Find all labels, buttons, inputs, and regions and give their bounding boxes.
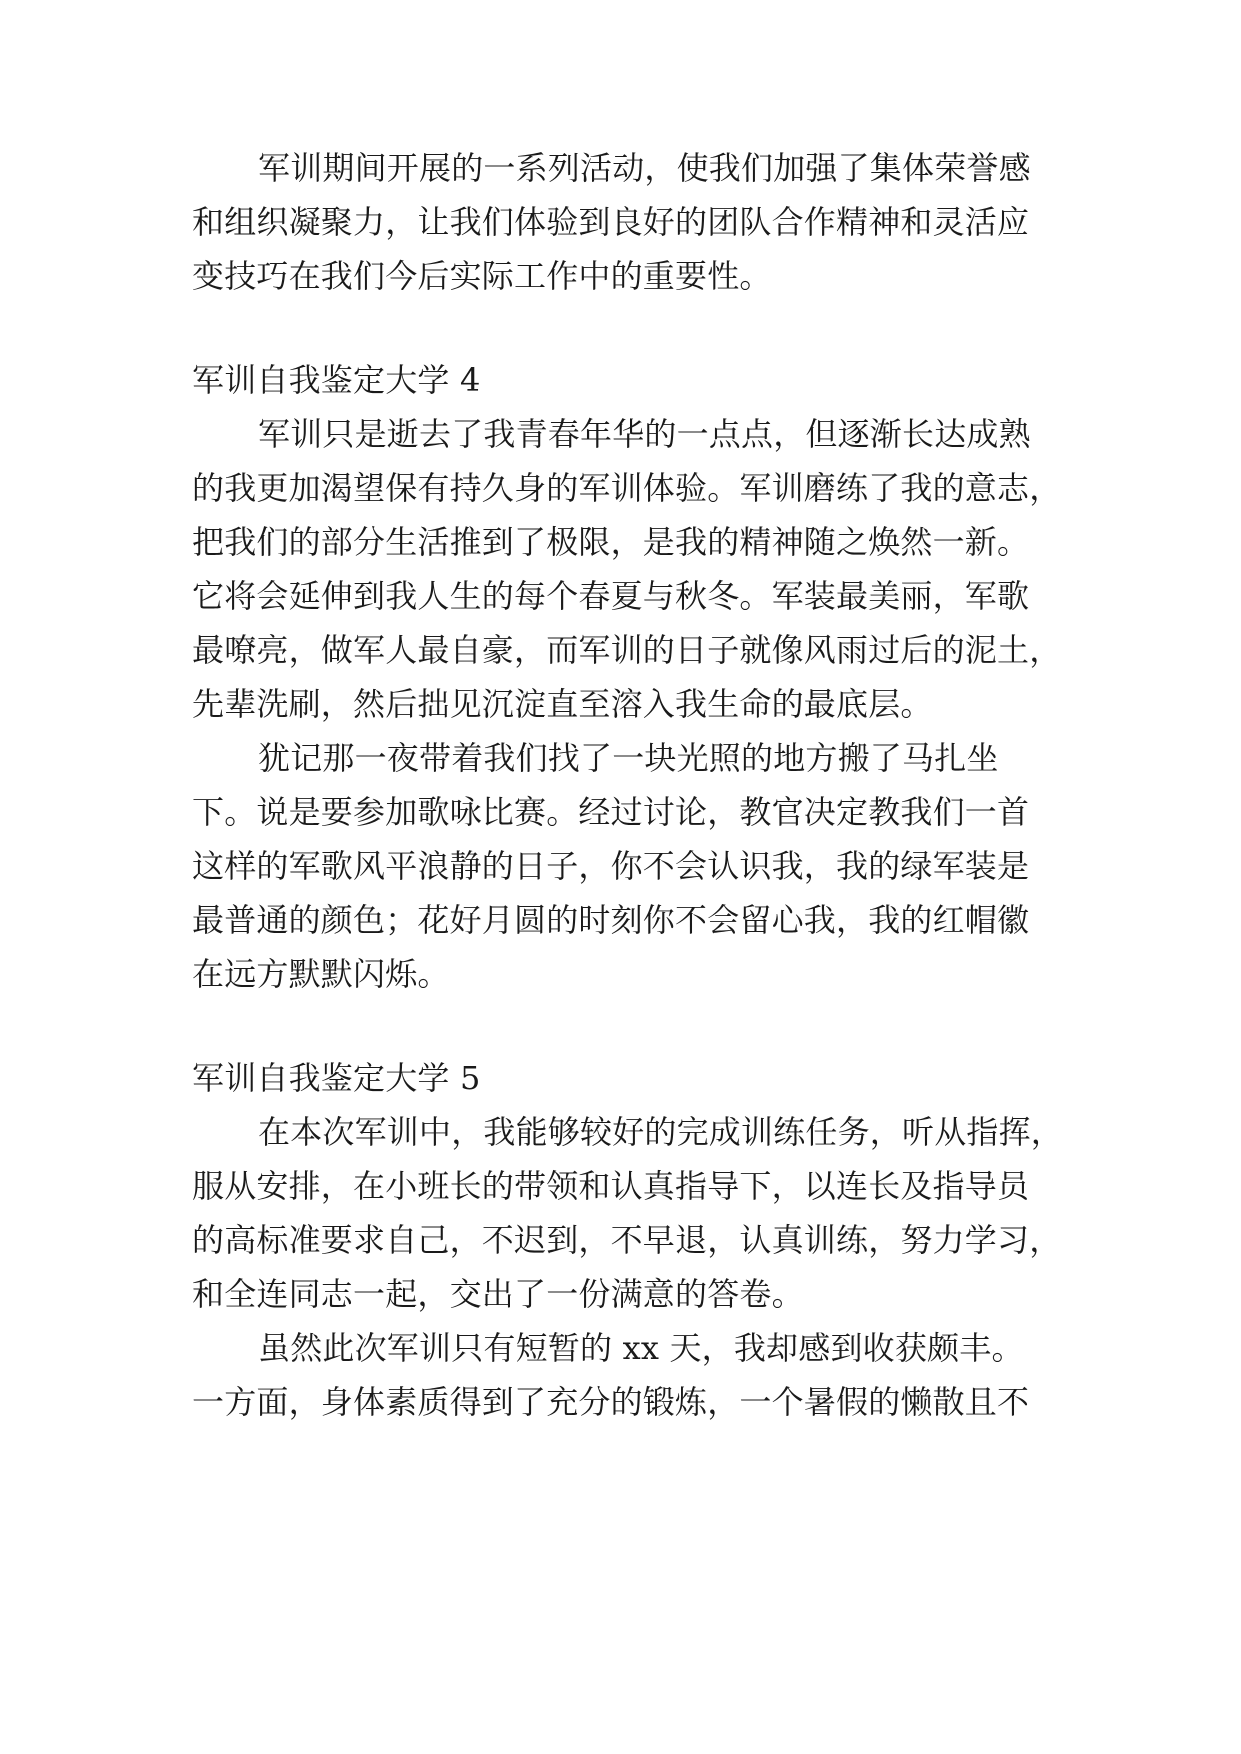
paragraph-line: 在远方默默闪烁。 xyxy=(192,955,450,993)
paragraph-line: 先辈洗刷，然后拙见沉淀直至溶入我生命的最底层。 xyxy=(192,685,933,723)
paragraph-line: 这样的军歌风平浪静的日子，你不会认识我，我的绿军装是 xyxy=(192,847,1030,885)
paragraph-line: 的我更加渴望保有持久身的军训体验。军训磨练了我的意志， xyxy=(192,469,1062,507)
paragraph-line: 军训只是逝去了我青春年华的一点点，但逐渐长达成熟 xyxy=(258,415,1031,453)
paragraph-line: 和全连同志一起，交出了一份满意的答卷。 xyxy=(192,1275,804,1313)
paragraph-line: 最嘹亮，做军人最自豪，而军训的日子就像风雨过后的泥土， xyxy=(192,631,1062,669)
paragraph-line: 它将会延伸到我人生的每个春夏与秋冬。军装最美丽，军歌 xyxy=(192,577,1030,615)
paragraph-line: 把我们的部分生活推到了极限，是我的精神随之焕然一新。 xyxy=(192,523,1030,561)
paragraph-line: 军训期间开展的一系列活动，使我们加强了集体荣誉感 xyxy=(258,149,1031,187)
paragraph-line: 下。说是要参加歌咏比赛。经过讨论，教官决定教我们一首 xyxy=(192,793,1030,831)
section-heading: 军训自我鉴定大学 5 xyxy=(192,1059,481,1097)
paragraph-line: 变技巧在我们今后实际工作中的重要性。 xyxy=(192,257,772,295)
paragraph-line: 犹记那一夜带着我们找了一块光照的地方搬了马扎坐 xyxy=(258,739,999,777)
paragraph-line: 最普通的颜色；花好月圆的时刻你不会留心我，我的红帽徽 xyxy=(192,901,1030,939)
paragraph-line: 和组织凝聚力，让我们体验到良好的团队合作精神和灵活应 xyxy=(192,203,1030,241)
section-heading: 军训自我鉴定大学 4 xyxy=(192,361,481,399)
paragraph-line: 在本次军训中，我能够较好的完成训练任务，听从指挥， xyxy=(258,1113,1064,1151)
paragraph-line: 虽然此次军训只有短暂的 xx 天，我却感到收获颇丰。 xyxy=(258,1329,1024,1367)
paragraph-line: 服从安排，在小班长的带领和认真指导下，以连长及指导员 xyxy=(192,1167,1030,1205)
paragraph-line: 一方面，身体素质得到了充分的锻炼，一个暑假的懒散且不 xyxy=(192,1383,1030,1421)
paragraph-line: 的高标准要求自己，不迟到，不早退，认真训练，努力学习， xyxy=(192,1221,1062,1259)
